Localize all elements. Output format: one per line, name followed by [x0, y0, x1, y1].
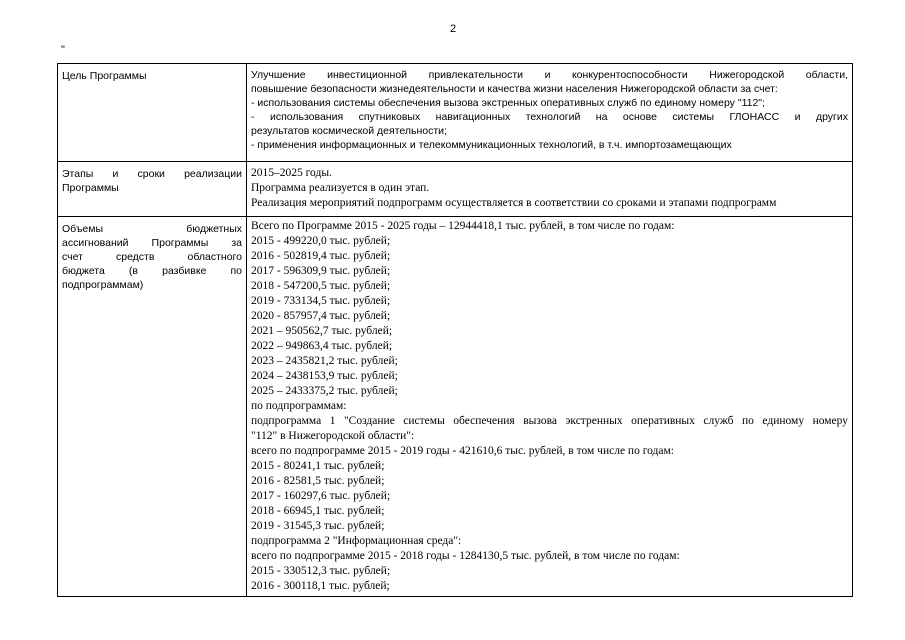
- program-passport-table: [57, 63, 853, 597]
- subprogram-1-year-amount: 2016 - 82581,5 тыс. рублей;: [251, 475, 385, 487]
- stages-label-line: Этапы и сроки реализации: [62, 168, 242, 180]
- subprogram-1-year-amount: 2018 - 66945,1 тыс. рублей;: [251, 505, 385, 517]
- by-subprograms-heading: по подпрограммам:: [251, 400, 347, 412]
- stages-line: 2015–2025 годы.: [251, 167, 332, 179]
- goal-line: результатов космической деятельности;: [251, 125, 447, 137]
- budget-label-line: бюджета (в разбивке по: [62, 265, 242, 277]
- program-year-amount: 2021 – 950562,7 тыс. рублей;: [251, 325, 393, 337]
- subprogram-2-year-amount: 2016 - 300118,1 тыс. рублей;: [251, 580, 390, 592]
- budget-row: [58, 217, 853, 597]
- goal-line: повышение безопасности жизнедеятельности и качества жизни населения Нижегородской области за счет:: [251, 83, 778, 95]
- program-total: Всего по Программе 2015 - 2025 годы – 12944418,1 тыс. рублей, в том числе по годам:: [251, 220, 675, 232]
- budget-label-line: подпрограммам): [62, 279, 144, 291]
- stages-label-line: Программы: [62, 182, 119, 194]
- subprogram-2-total: всего по подпрограмме 2015 - 2018 годы - 1284130,5 тыс. рублей, в том числе по годам:: [251, 550, 680, 562]
- goal-label-cell: [58, 64, 247, 162]
- program-year-amount: 2017 - 596309,9 тыс. рублей;: [251, 265, 391, 277]
- program-year-amount: 2025 – 2433375,2 тыс. рублей;: [251, 385, 398, 397]
- subprogram-1-year-amount: 2019 - 31545,3 тыс. рублей;: [251, 520, 385, 532]
- program-year-amount: 2018 - 547200,5 тыс. рублей;: [251, 280, 391, 292]
- program-year-amount: 2015 - 499220,0 тыс. рублей;: [251, 235, 391, 247]
- budget-label-cell: [58, 217, 247, 597]
- page-number: 2: [450, 23, 457, 35]
- goal-line: - использования спутниковых навигационных технологий на основе системы ГЛОНАСС и других: [251, 111, 848, 123]
- subprogram-1-year-amount: 2017 - 160297,6 тыс. рублей;: [251, 490, 391, 502]
- program-year-amount: 2020 - 857957,4 тыс. рублей;: [251, 310, 391, 322]
- opening-quote-mark: ": [61, 44, 65, 56]
- goal-line: Улучшение инвестиционной привлекательности и конкурентоспособности Нижегородской области,: [251, 69, 848, 81]
- program-year-amount: 2023 – 2435821,2 тыс. рублей;: [251, 355, 398, 367]
- stages-value-cell: [247, 162, 853, 217]
- goal-row: [58, 64, 853, 162]
- subprogram-1-title: "112" в Нижегородской области":: [251, 430, 415, 442]
- budget-label-line: счет средств областного: [62, 251, 242, 263]
- stages-label-cell: [58, 162, 247, 217]
- goal-value-cell: [247, 64, 853, 162]
- subprogram-1-title: подпрограмма 1 "Создание системы обеспечения вызова экстренных оперативных служб по единому номеру: [251, 415, 848, 427]
- stages-line: Программа реализуется в один этап.: [251, 182, 430, 194]
- budget-label-line: ассигнований Программы за: [62, 237, 242, 249]
- budget-value-cell: [247, 217, 853, 597]
- goal-label: Цель Программы: [62, 70, 147, 82]
- subprogram-1-total: всего по подпрограмме 2015 - 2019 годы - 421610,6 тыс. рублей, в том числе по годам:: [251, 445, 674, 457]
- program-year-amount: 2019 - 733134,5 тыс. рублей;: [251, 295, 391, 307]
- goal-line: - применения информационных и телекоммуникационных технологий, в т.ч. импортозамещающих: [251, 139, 732, 151]
- stages-line: Реализация мероприятий подпрограмм осуществляется в соответствии со сроками и этапами подпрограмм: [251, 197, 777, 209]
- subprogram-2-year-amount: 2015 - 330512,3 тыс. рублей;: [251, 565, 391, 577]
- program-year-amount: 2022 – 949863,4 тыс. рублей;: [251, 340, 393, 352]
- stages-row: [58, 162, 853, 217]
- program-year-amount: 2024 – 2438153,9 тыс. рублей;: [251, 370, 398, 382]
- subprogram-2-title: подпрограмма 2 "Информационная среда":: [251, 535, 462, 547]
- goal-line: - использования системы обеспечения вызова экстренных оперативных служб по единому номеру "112";: [251, 97, 765, 109]
- subprogram-1-year-amount: 2015 - 80241,1 тыс. рублей;: [251, 460, 385, 472]
- program-year-amount: 2016 - 502819,4 тыс. рублей;: [251, 250, 391, 262]
- budget-label-line: Объемы бюджетных: [62, 223, 242, 235]
